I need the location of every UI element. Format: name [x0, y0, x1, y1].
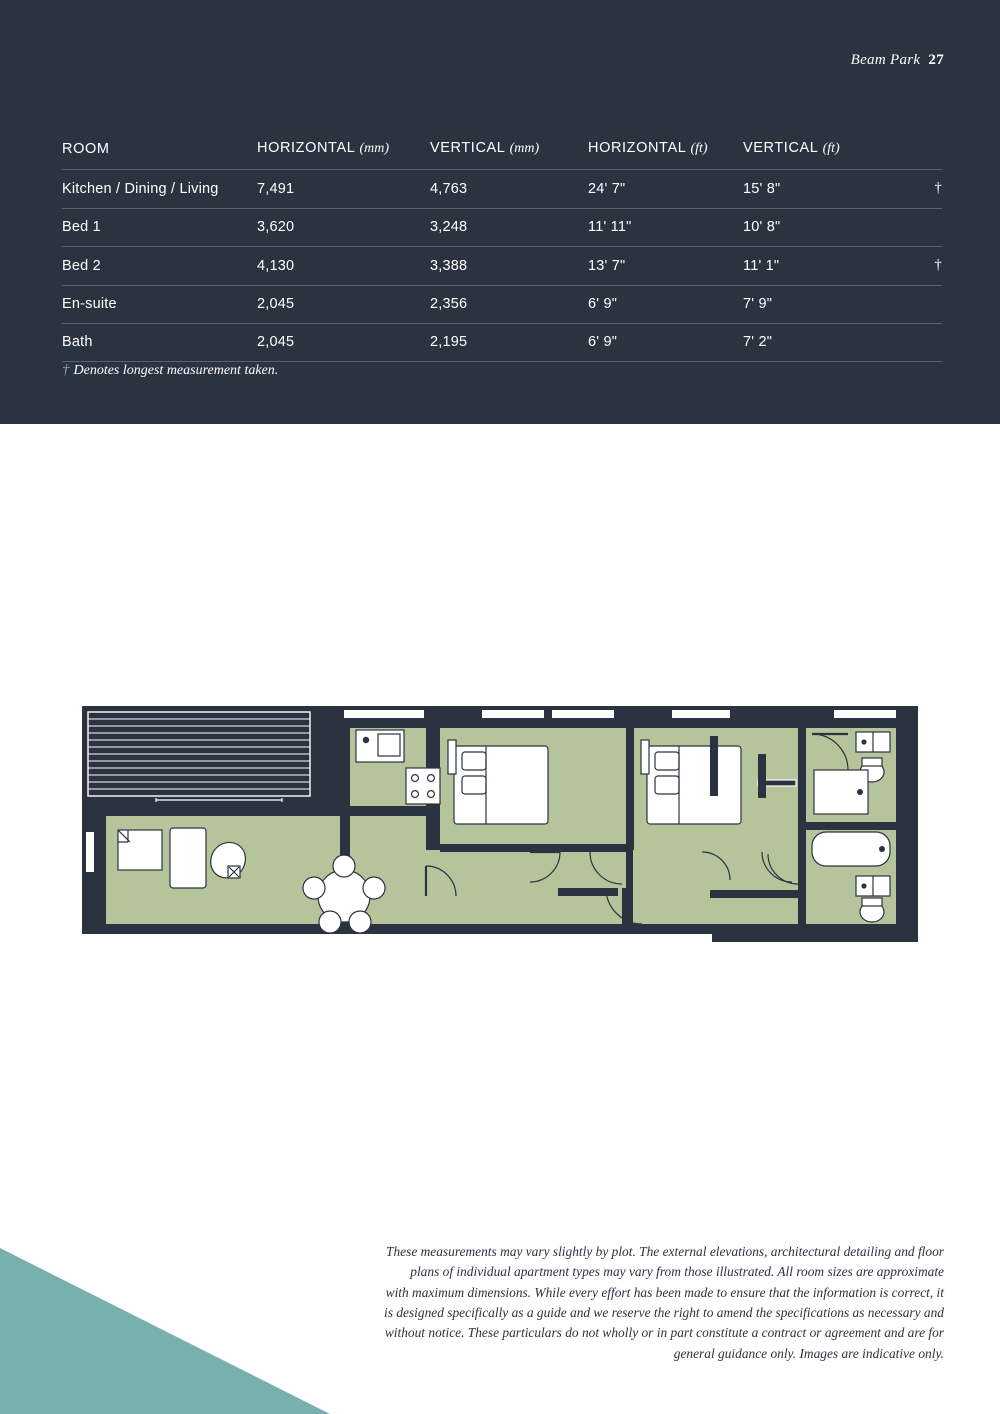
window-left: [86, 832, 94, 872]
cell-vertical-mm: 3,248: [430, 209, 588, 247]
column-header-horizontal-ft-label: HORIZONTAL: [588, 140, 686, 156]
cell-horizontal-mm: 2,045: [257, 324, 430, 362]
column-header-marker: [898, 140, 942, 170]
specification-panel: [0, 0, 1000, 424]
cell-marker: [898, 286, 942, 324]
column-header-vertical-ft-label: VERTICAL: [743, 140, 818, 156]
cell-room: Bed 2: [62, 247, 257, 286]
cell-vertical-ft: 10' 8": [743, 209, 898, 247]
column-header-horizontal-ft-unit: (ft): [690, 141, 708, 156]
column-header-vertical-mm-label: VERTICAL: [430, 140, 505, 156]
brand-name: Beam Park: [850, 52, 921, 68]
column-header-vertical-ft-unit: (ft): [822, 141, 840, 156]
page-number: 27: [928, 52, 944, 68]
cell-vertical-ft: 7' 2": [743, 324, 898, 362]
room-measurements-table: [62, 140, 942, 362]
corner-triangle-svg: [0, 1248, 330, 1414]
cell-marker: [898, 324, 942, 362]
floor-plan-svg: [82, 706, 918, 942]
wall-nib-6: [758, 754, 766, 798]
cell-room: Kitchen / Dining / Living: [62, 170, 257, 209]
window-top-2: [482, 710, 544, 718]
page-header: [851, 52, 944, 69]
balcony: [88, 712, 310, 802]
window-top-5: [834, 710, 896, 718]
cell-room: Bed 1: [62, 209, 257, 247]
cell-horizontal-ft: 6' 9": [588, 324, 743, 362]
cell-vertical-ft: 7' 9": [743, 286, 898, 324]
cell-vertical-mm: 4,763: [430, 170, 588, 209]
table-footnote: [62, 362, 278, 379]
cell-vertical-ft: 15' 8": [743, 170, 898, 209]
cell-horizontal-mm: 7,491: [257, 170, 430, 209]
cell-horizontal-mm: 3,620: [257, 209, 430, 247]
window-top-3: [552, 710, 614, 718]
cell-vertical-mm: 2,195: [430, 324, 588, 362]
cell-room: Bath: [62, 324, 257, 362]
wall-nib-4: [710, 890, 798, 898]
cell-vertical-ft: 11' 1": [743, 247, 898, 286]
table-row: [62, 170, 942, 209]
column-header-horizontal-ft: [588, 140, 743, 170]
column-header-horizontal-mm-label: HORIZONTAL: [257, 140, 355, 156]
corner-triangle-shape: [0, 1248, 330, 1414]
wall-nib-3: [622, 888, 630, 934]
column-header-room-label: ROOM: [62, 140, 110, 157]
column-header-room: [62, 140, 257, 170]
table-header-row: [62, 140, 942, 170]
column-header-vertical-ft: [743, 140, 898, 170]
column-header-vertical-mm-unit: (mm): [509, 141, 540, 156]
column-header-horizontal-mm-unit: (mm): [359, 141, 390, 156]
cell-room: En-suite: [62, 286, 257, 324]
cell-horizontal-mm: 4,130: [257, 247, 430, 286]
wall-nib-1: [514, 844, 524, 852]
table-row: [62, 286, 942, 324]
cell-horizontal-ft: 13' 7": [588, 247, 743, 286]
wall-nib-2: [558, 888, 618, 896]
wall-bed1-bed2: [626, 728, 634, 850]
bed1-furniture: [448, 740, 548, 824]
footnote-marker: †: [62, 362, 70, 378]
cell-marker: †: [898, 247, 942, 286]
table-row: [62, 247, 942, 286]
decorative-corner-triangle: [0, 1248, 330, 1414]
window-top-1: [344, 710, 424, 718]
cell-horizontal-mm: 2,045: [257, 286, 430, 324]
hall2-floor: [440, 850, 626, 924]
cell-vertical-mm: 2,356: [430, 286, 588, 324]
wall-kitchen: [350, 806, 440, 816]
cell-vertical-mm: 3,388: [430, 247, 588, 286]
disclaimer-text: These measurements may vary slightly by plot. The external elevations, architectural detailing and floor plans of individual apartment types may vary from those illustrated. All room sizes are approximate with maximum dimensions. While every effort has been made to ensure that the information is correct, it is designed specifically as a guide and we reserve the right to amend the specifications as necessary and without notice. These particulars do not wholly or in part constitute a contract or agreement and are for general guidance only. Images are indicative only.: [384, 1243, 944, 1361]
floor-plan: [82, 706, 918, 942]
column-header-horizontal-mm: [257, 140, 430, 170]
footnote-text: Denotes longest measurement taken.: [73, 363, 279, 378]
cell-marker: [898, 209, 942, 247]
cell-horizontal-ft: 24' 7": [588, 170, 743, 209]
wall-ensuite-bath: [804, 822, 896, 830]
window-top-4: [672, 710, 730, 718]
bed2-furniture: [641, 740, 741, 824]
table-row: [62, 209, 942, 247]
table-row: [62, 324, 942, 362]
cell-horizontal-ft: 11' 11": [588, 209, 743, 247]
wall-bed1-hall: [440, 844, 626, 852]
cell-marker: †: [898, 170, 942, 209]
wall-living-top: [106, 806, 126, 816]
column-header-vertical-mm: [430, 140, 588, 170]
wall-nib-5: [710, 736, 718, 796]
cell-horizontal-ft: 6' 9": [588, 286, 743, 324]
